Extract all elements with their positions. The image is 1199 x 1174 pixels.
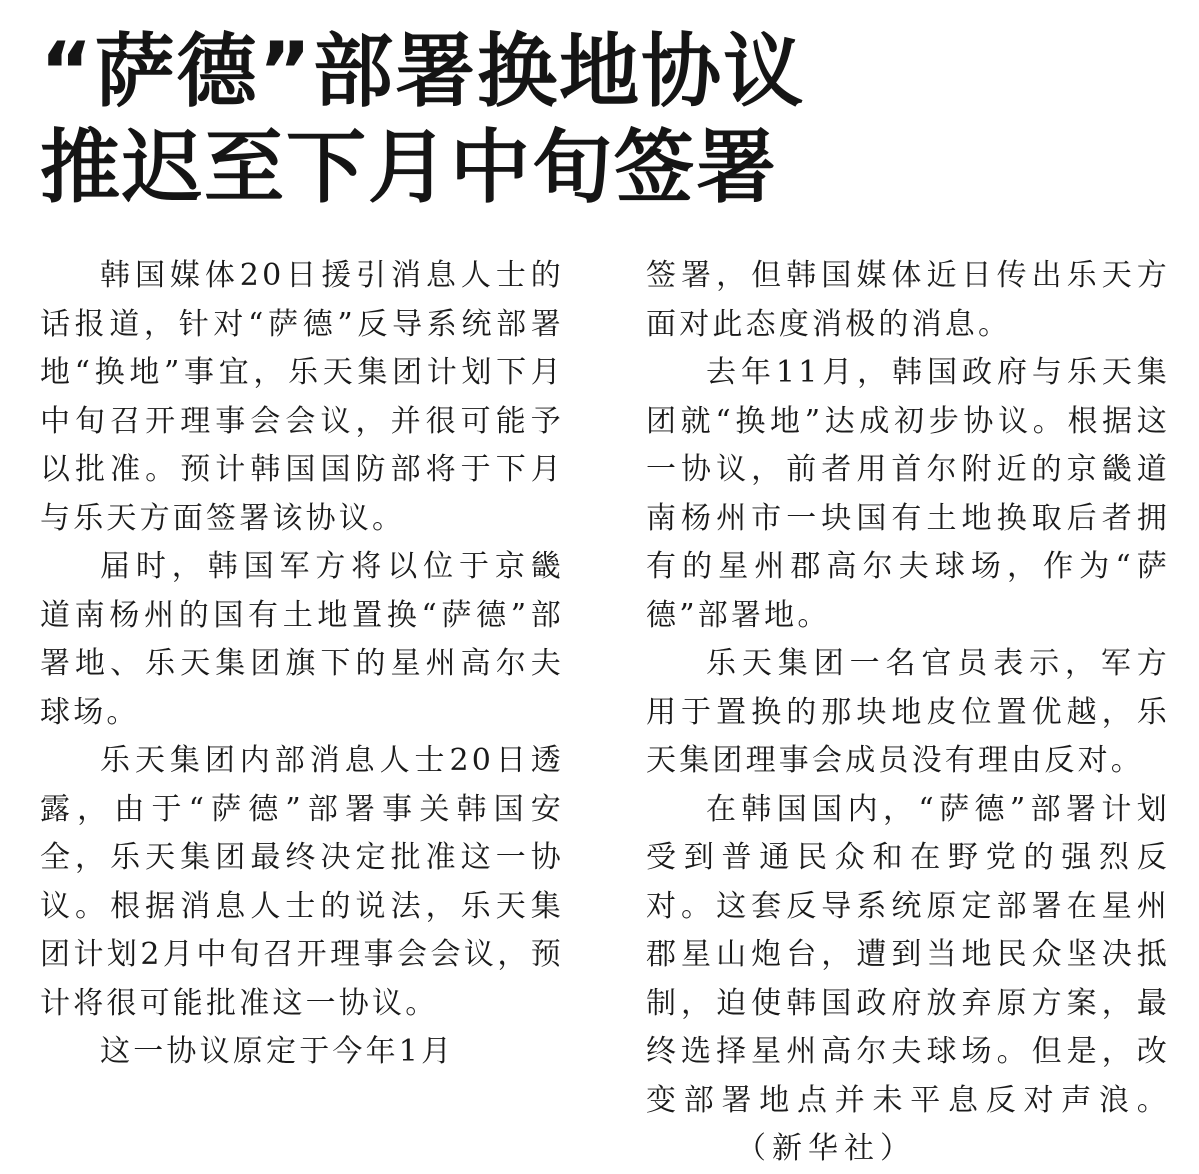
article-paragraph-3: 乐天集团内部消息人士20日透露，由于“萨德”部署事关韩国安全，乐天集团最终决定批准这一协议。根据消息人士的说法，乐天集团计划2月中旬召开理事会会议，预计将很可能批准这一协议。 (40, 743, 564, 1021)
article-paragraph-7 (646, 786, 1170, 1174)
article-column-right (646, 252, 1170, 1174)
article-column-left (40, 252, 564, 1077)
article-paragraph-1: 韩国媒体20日援引消息人士的话报道，针对“萨德”反导系统部署地“换地”事宜，乐天集团计划下月中旬召开理事会会议，并很可能予以批准。预计韩国国防部将于下月与乐天方面签署该协议。 (40, 258, 564, 536)
news-agency-credit: （新华社） (736, 1131, 916, 1166)
article-paragraph-7-text: 在韩国国内，“萨德”部署计划受到普通民众和在野党的强烈反对。这套反导系统原定部署在星州郡星山炮台，遭到当地民众坚决抵制，迫使韩国政府放弃原方案，最终选择星州高尔夫球场。但是，改变部署地点并未平息反对声浪。 (646, 791, 1170, 1118)
article-paragraph-4: 这一协议原定于今年1月 (100, 1034, 455, 1069)
headline (40, 24, 1160, 216)
article-paragraph-6: 乐天集团一名官员表示，军方用于置换的那块地皮位置优越，乐天集团理事会成员没有理由反对。 (646, 646, 1170, 778)
headline-line-2: 推迟至下月中旬签署 (40, 121, 778, 214)
article-paragraph-2: 届时，韩国军方将以位于京畿道南杨州的国有土地置换“萨德”部署地、乐天集团旗下的星州高尔夫球场。 (40, 549, 564, 730)
article-paragraph-4-continued: 签署，但韩国媒体近日传出乐天方面对此态度消极的消息。 (646, 258, 1170, 342)
headline-line-1: “萨德”部署换地协议 (40, 25, 806, 118)
article-paragraph-5: 去年11月，韩国政府与乐天集团就“换地”达成初步协议。根据这一协议，前者用首尔附近的京畿道南杨州市一块国有土地换取后者拥有的星州郡高尔夫球场，作为“萨德”部署地。 (646, 355, 1170, 633)
